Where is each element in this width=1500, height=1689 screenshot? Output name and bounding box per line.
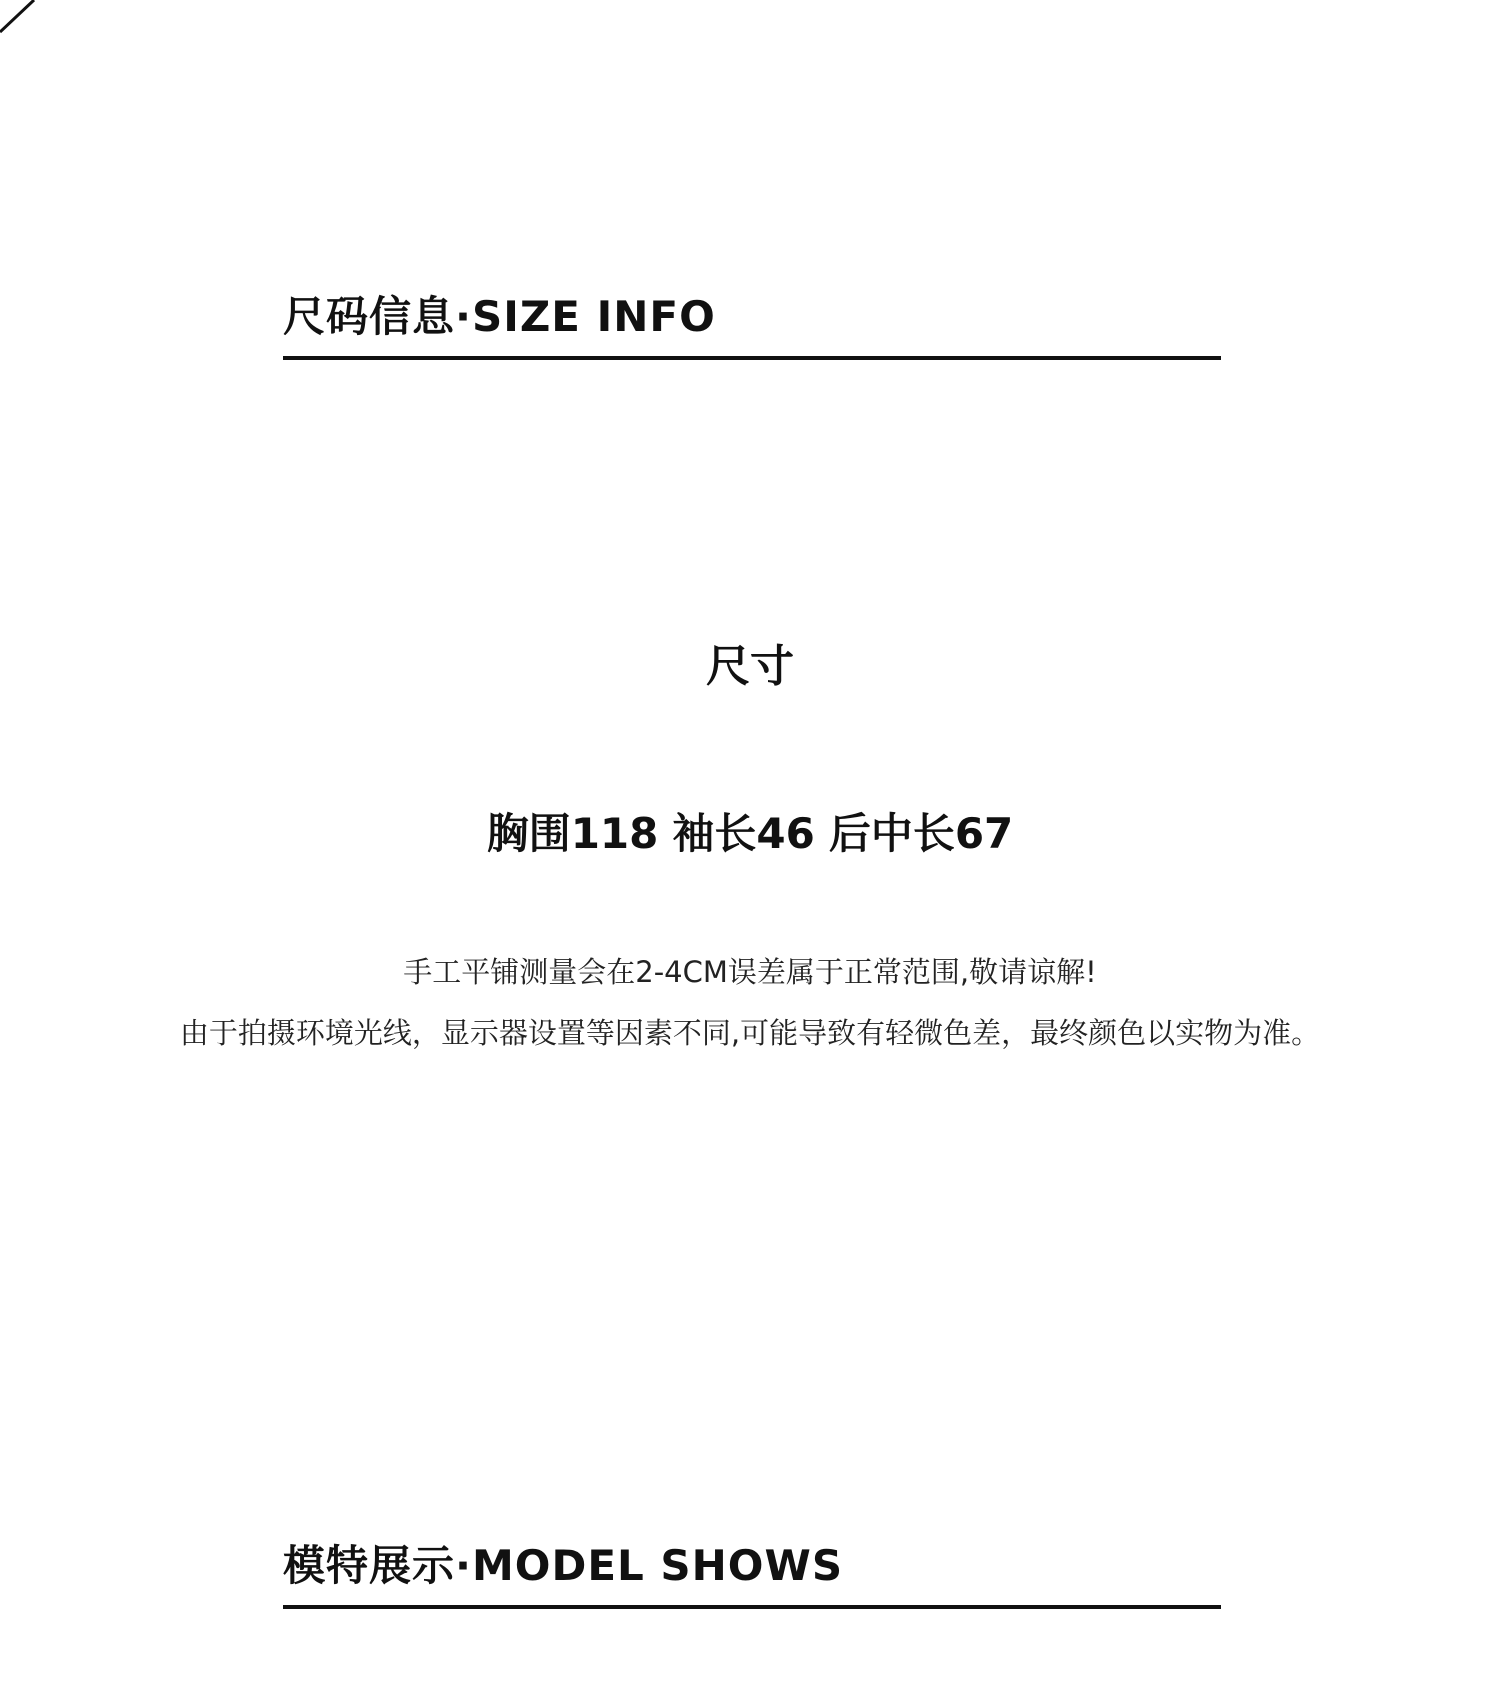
model-shows-heading-text: 模特展示·MODEL SHOWS: [283, 1541, 844, 1590]
measurement-chest: 胸围118: [486, 809, 659, 858]
corner-decoration-stroke: [0, 0, 60, 40]
size-info-heading-text: 尺码信息·SIZE INFO: [283, 292, 716, 341]
size-title: 尺寸: [706, 641, 794, 692]
color-difference-note: 由于拍摄环境光线，显示器设置等因素不同,可能导致有轻微色差，最终颜色以实物为准。: [179, 1016, 1321, 1050]
measurement-sleeve-length: 袖长46: [672, 809, 815, 858]
measurement-error-note: 手工平铺测量会在2-4CM误差属于正常范围,敬请谅解!: [403, 955, 1097, 989]
model-shows-section-heading: [283, 1541, 1221, 1609]
size-info-heading-divider: [283, 356, 1221, 360]
size-info-section-heading: [283, 292, 1221, 360]
measurement-back-length: 后中长67: [828, 809, 1014, 858]
model-shows-heading-divider: [283, 1605, 1221, 1609]
measurements-line: [0, 808, 1500, 860]
